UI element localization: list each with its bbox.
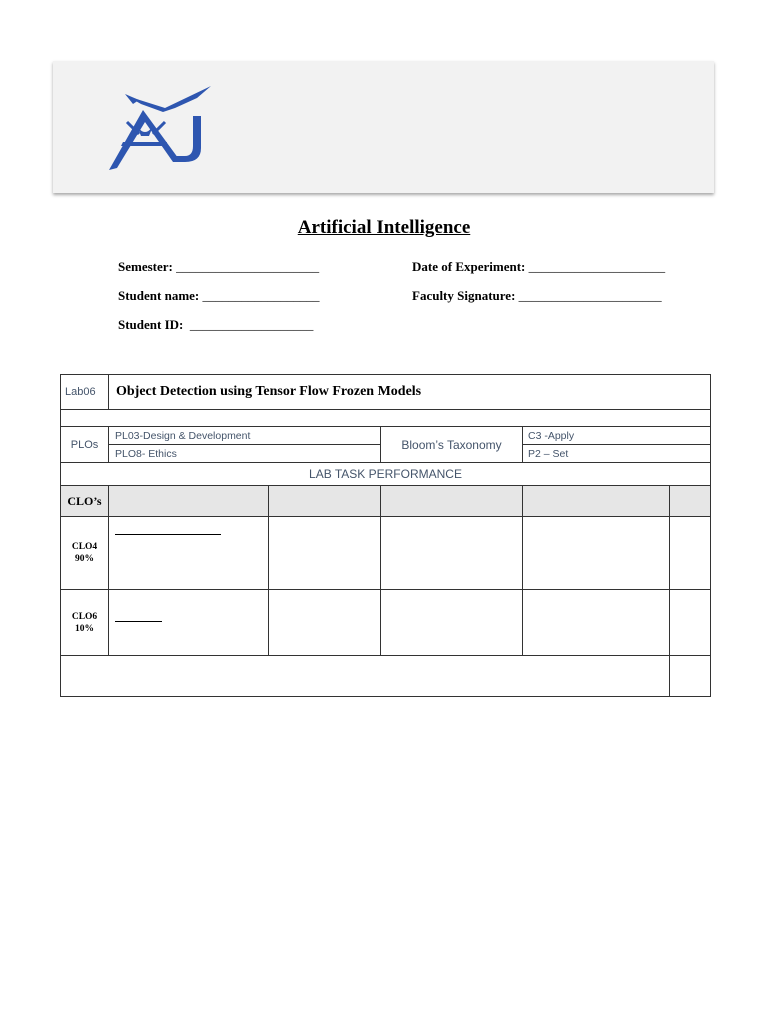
plos-label: PLOs [61,427,109,463]
clo4-label: CLO4 [71,542,98,552]
plo-design: PL03-Design & Development [109,427,381,445]
student-id-field [118,317,313,333]
semester-label: Semester: [118,259,173,274]
date-line: _____________________ [525,259,666,274]
lab-table [60,374,711,697]
header-cell-3 [381,486,523,517]
blooms-taxonomy-label: Bloom’s Taxonomy [381,427,523,463]
semester-field [118,259,319,275]
clo6-cell-4 [523,590,670,656]
faculty-signature-field [412,288,662,304]
faculty-line: ______________________ [515,288,662,303]
header-cell-4 [523,486,670,517]
clo6-description [109,590,269,656]
student-name-field [118,288,320,304]
spacer-row [61,410,711,427]
clo6-cell-5 [670,590,711,656]
clo6-cell [61,590,109,656]
clo4-cell-3 [381,517,523,590]
date-label: Date of Experiment: [412,259,526,274]
student-name-line: __________________ [199,288,320,303]
header-cell-2 [269,486,381,517]
student-name-label: Student name: [118,288,200,303]
bloom-c3: C3 -Apply [523,427,711,445]
clo6-label: CLO6 [71,611,98,622]
plo-ethics: PLO8- Ethics [109,445,381,463]
semester-line: ______________________ [172,259,320,274]
date-of-experiment-field [412,259,665,275]
student-id-line: ___________________ [183,317,314,332]
total-label-cell [61,656,670,697]
clo4-cell-2 [269,517,381,590]
document-title: Artificial Intelligence [297,217,471,238]
clo6-underline [115,621,162,622]
header-cell-1 [109,486,269,517]
clo6-cell-2 [269,590,381,656]
total-value-cell [670,656,711,697]
university-logo [105,82,215,174]
clo-header: CLO’s [61,486,109,517]
section-title: LAB TASK PERFORMANCE [61,463,711,486]
clo4-underline [115,534,221,535]
bloom-p2: P2 – Set [523,445,711,463]
clo6-cell-3 [381,590,523,656]
faculty-label: Faculty Signature: [412,288,516,303]
lab-id: Lab06 [61,375,109,410]
lab-title: Object Detection using Tensor Flow Frozen Models [109,375,711,410]
clo4-weight: 90% [75,554,94,564]
clo6-weight: 10% [75,623,94,634]
clo4-cell-4 [523,517,670,590]
clo4-cell-5 [670,517,711,590]
clo4-cell [61,517,109,590]
student-id-label: Student ID: [118,317,184,332]
header-cell-5 [670,486,711,517]
clo4-description [109,517,269,590]
